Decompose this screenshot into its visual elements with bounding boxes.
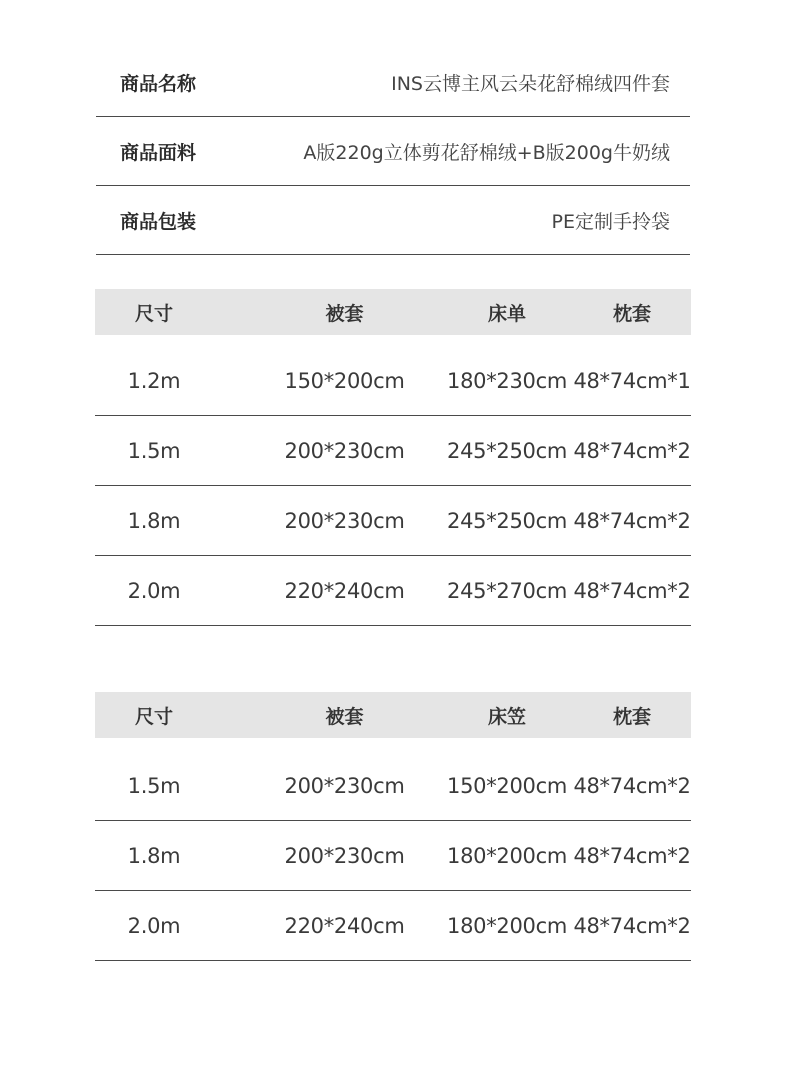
cell-flat-sheet: 180*230cm [447,368,567,393]
header-size: 尺寸 [134,302,173,325]
product-name-label: 商品名称 [120,72,197,95]
cell-size: 1.5m [127,773,181,798]
table-row [95,346,691,416]
header-duvet-cover: 被套 [325,302,364,325]
cell-pillowcase: 48*74cm*2 [573,913,691,938]
cell-pillowcase: 48*74cm*1 [573,368,691,393]
cell-size: 1.8m [127,508,181,533]
product-package-row [96,186,690,255]
product-package-label: 商品包装 [120,210,197,233]
header-pillowcase: 枕套 [612,705,651,728]
table-row [95,891,691,961]
cell-fitted-sheet: 180*200cm [447,913,567,938]
product-info-section [96,48,690,255]
cell-duvet-cover: 220*240cm [284,913,405,938]
cell-size: 1.5m [127,438,181,463]
product-fabric-row [96,117,690,186]
table-header [95,692,691,738]
table-row [95,751,691,821]
cell-pillowcase: 48*74cm*2 [573,843,691,868]
cell-duvet-cover: 200*230cm [284,438,405,463]
cell-duvet-cover: 150*200cm [284,368,405,393]
cell-duvet-cover: 200*230cm [284,843,405,868]
cell-duvet-cover: 220*240cm [284,578,405,603]
table-header [95,289,691,335]
cell-pillowcase: 48*74cm*2 [573,508,691,533]
cell-flat-sheet: 245*250cm [447,438,567,463]
cell-duvet-cover: 200*230cm [284,773,405,798]
cell-fitted-sheet: 180*200cm [447,843,567,868]
cell-pillowcase: 48*74cm*2 [573,773,691,798]
product-fabric-label: 商品面料 [120,141,197,164]
header-duvet-cover: 被套 [325,705,364,728]
size-table-fitted-sheet [95,692,691,961]
table-row [95,821,691,891]
table-row [95,486,691,556]
cell-size: 2.0m [127,913,181,938]
header-fitted-sheet: 床笠 [487,705,526,728]
size-table-flat-sheet [95,289,691,626]
product-package-value: PE定制手拎袋 [551,210,670,233]
cell-duvet-cover: 200*230cm [284,508,405,533]
product-name-row [96,48,690,117]
cell-size: 2.0m [127,578,181,603]
cell-flat-sheet: 245*270cm [447,578,567,603]
product-fabric-value: A版220g立体剪花舒棉绒+B版200g牛奶绒 [303,141,670,164]
table-row [95,556,691,626]
cell-pillowcase: 48*74cm*2 [573,438,691,463]
cell-flat-sheet: 245*250cm [447,508,567,533]
header-flat-sheet: 床单 [487,302,526,325]
header-size: 尺寸 [134,705,173,728]
cell-size: 1.8m [127,843,181,868]
table-row [95,416,691,486]
cell-pillowcase: 48*74cm*2 [573,578,691,603]
cell-fitted-sheet: 150*200cm [447,773,567,798]
cell-size: 1.2m [127,368,181,393]
product-name-value: INS云博主风云朵花舒棉绒四件套 [391,72,670,95]
header-pillowcase: 枕套 [612,302,651,325]
